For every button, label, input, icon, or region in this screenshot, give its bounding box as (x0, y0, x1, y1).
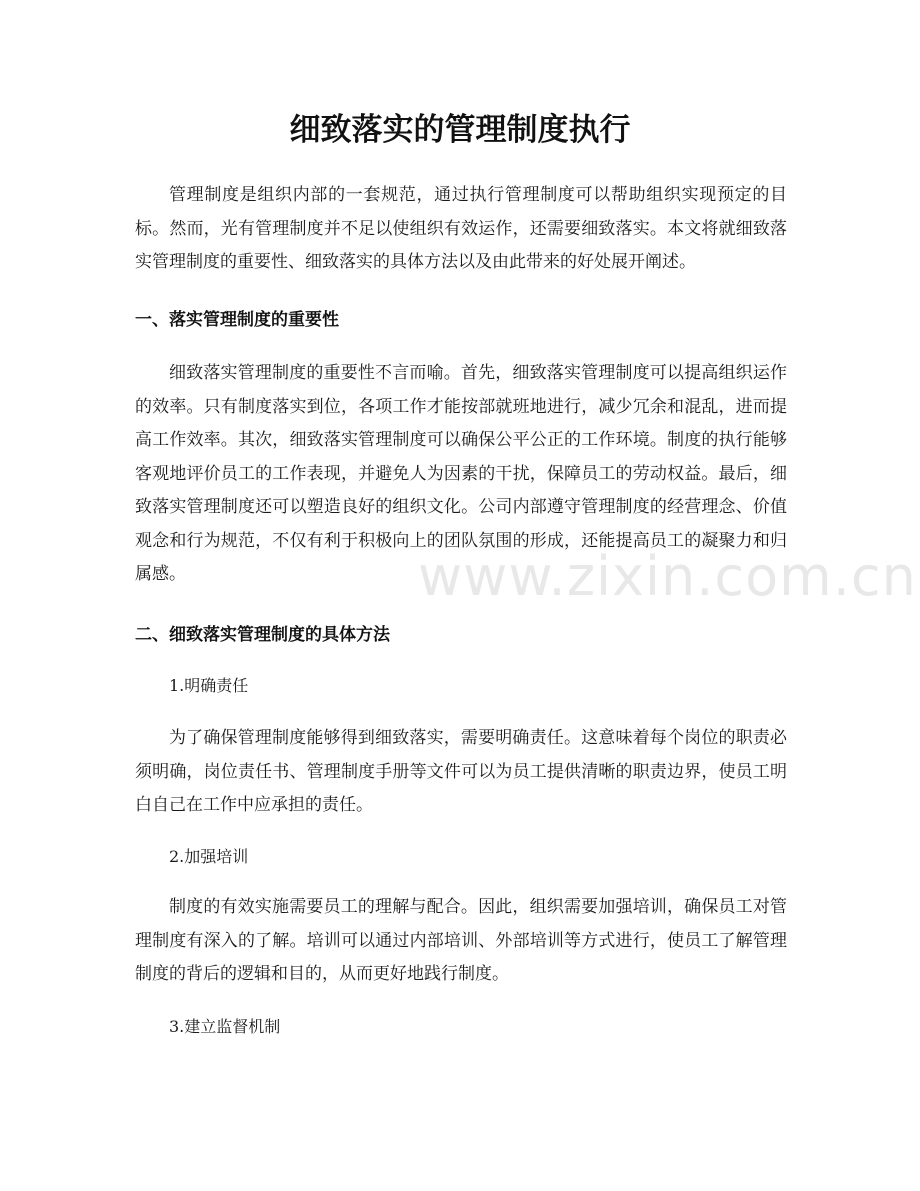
section-heading-methods: 二、细致落实管理制度的具体方法 (135, 625, 390, 645)
watermark-text: www.zixin.com.cn (418, 545, 917, 608)
method-3-title: 3.建立监督机制 (169, 1017, 281, 1036)
method-2-paragraph: 制度的有效实施需要员工的理解与配合。因此，组织需要加强培训，确保员工对管理制度有深入的了解。培训可以通过内部培训、外部培训等方式进行，使员工了解管理制度的背后的逻辑和目的，从而更好地践行制度。 (135, 897, 787, 984)
section-heading-importance: 一、落实管理制度的重要性 (135, 310, 339, 330)
method-1-title: 1.明确责任 (169, 676, 249, 695)
method-2-title: 2.加强培训 (169, 847, 249, 866)
method-1-paragraph: 为了确保管理制度能够得到细致落实，需要明确责任。这意味着每个岗位的职责必须明确，岗位责任书、管理制度手册等文件可以为员工提供清晰的职责边界，使员工明白自己在工作中应承担的责任。 (135, 728, 787, 815)
intro-paragraph: 管理制度是组织内部的一套规范，通过执行管理制度可以帮助组织实现预定的目标。然而，光有管理制度并不足以使组织有效运作，还需要细致落实。本文将就细致落实管理制度的重要性、细致落实的具体方法以及由此带来的好处展开阐述。 (135, 185, 787, 272)
importance-paragraph: 细致落实管理制度的重要性不言而喻。首先，细致落实管理制度可以提高组织运作的效率。只有制度落实到位，各项工作才能按部就班地进行，减少冗余和混乱，进而提高工作效率。其次，细致落实管理制度可以确保公平公正的工作环境。制度的执行能够客观地评价员工的工作表现，并避免人为因素的干扰，保障员工的劳动权益。最后，细致落实管理制度还可以塑造良好的组织文化。公司内部遵守管理制度的经营理念、价值观念和行为规范，不仅有利于积极向上的团队氛围的形成，还能提高员工的凝聚力和归属感。 (135, 363, 787, 584)
document-title: 细致落实的管理制度执行 (289, 112, 631, 148)
